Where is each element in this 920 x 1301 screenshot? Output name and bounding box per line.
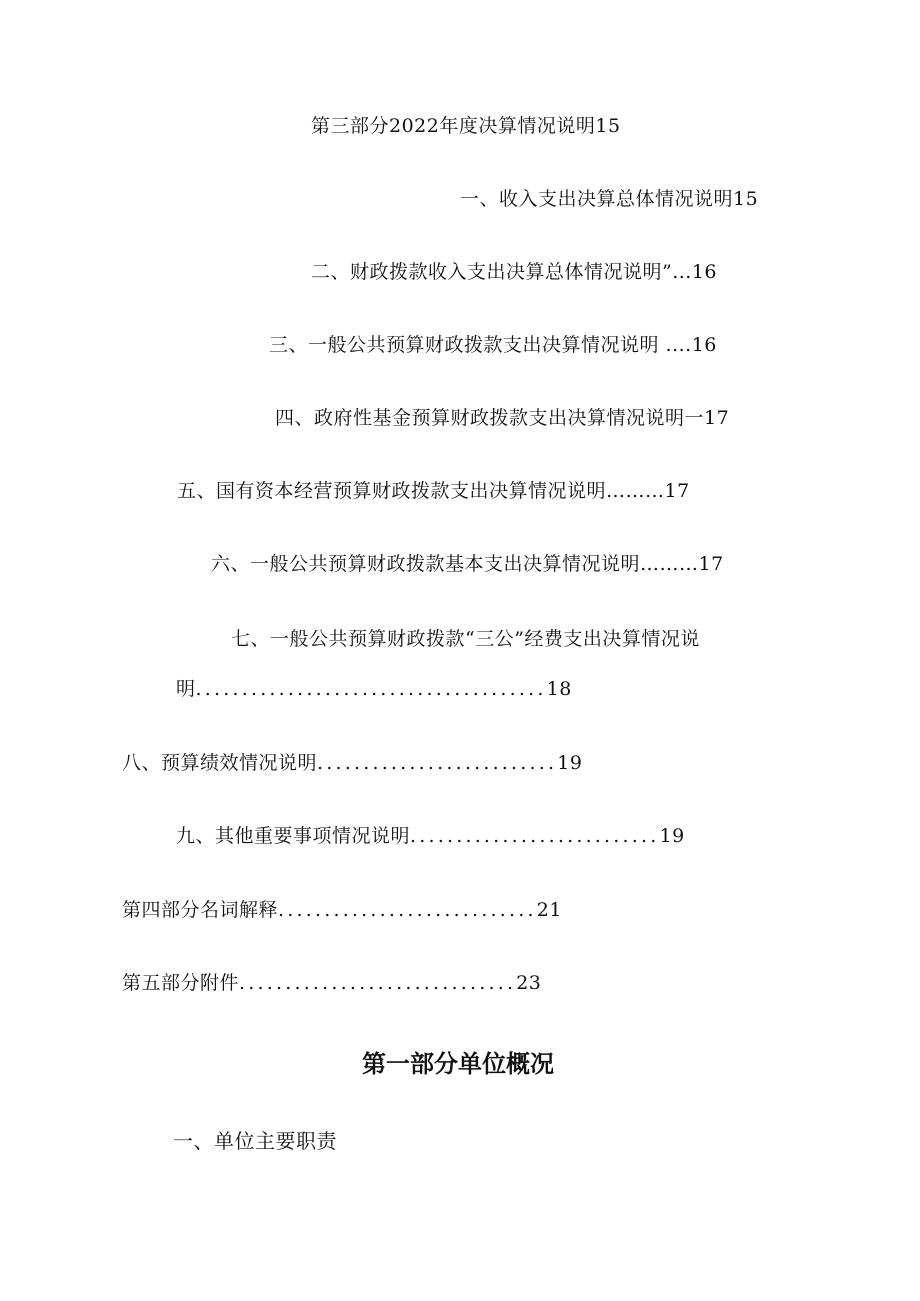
toc-part4[interactable] <box>122 897 562 923</box>
toc-page-number: 19 <box>557 752 583 774</box>
toc-item-7-text: 明 <box>176 678 196 700</box>
toc-page-number: 18 <box>546 678 572 700</box>
toc-item-8-text: 八、预算绩效情况说明 <box>122 752 318 774</box>
toc-item-9-text: 九、其他重要事项情况说明 <box>176 825 411 847</box>
toc-leader-dots: .......................... <box>317 752 558 774</box>
toc-page-number: 19 <box>659 825 685 847</box>
toc-item-9[interactable] <box>176 823 685 849</box>
section-subtitle: 一、单位主要职责 <box>173 1129 337 1153</box>
toc-leader-dots: ............................ <box>278 899 537 921</box>
toc-item-7-line1[interactable]: 七、一般公共预算财政拨款“三公”经费支出决算情况说 <box>231 628 700 650</box>
toc-leader-dots: ...................................... <box>195 678 547 700</box>
toc-item-5[interactable]: 五、国有资本经营预算财政拨款支出决算情况说明………17 <box>177 480 690 502</box>
toc-part3[interactable]: 第三部分2022年度决算情况说明15 <box>311 115 621 137</box>
toc-item-8[interactable] <box>122 750 582 776</box>
toc-item-3[interactable]: 三、一般公共预算财政拨款支出决算情况说明 ....16 <box>269 334 717 356</box>
toc-page-number: 23 <box>516 972 542 994</box>
toc-part5-text: 第五部分附件 <box>122 972 240 994</box>
toc-item-6[interactable]: 六、一般公共预算财政拨款基本支出决算情况说明………17 <box>211 553 724 575</box>
toc-item-2[interactable]: 二、财政拨款收入支出决算总体情况说明”...16 <box>311 261 718 283</box>
toc-page-number: 21 <box>536 899 562 921</box>
section-title: 第一部分单位概况 <box>362 1050 554 1078</box>
toc-item-1[interactable]: 一、收入支出决算总体情况说明15 <box>460 188 759 210</box>
toc-item-4[interactable]: 四、政府性基金预算财政拨款支出决算情况说明一17 <box>275 407 730 429</box>
toc-leader-dots: .............................. <box>239 972 517 994</box>
toc-item-7-line2[interactable] <box>176 676 572 702</box>
toc-leader-dots: ........................... <box>410 825 660 847</box>
toc-part5[interactable] <box>122 970 541 996</box>
toc-part4-text: 第四部分名词解释 <box>122 899 279 921</box>
